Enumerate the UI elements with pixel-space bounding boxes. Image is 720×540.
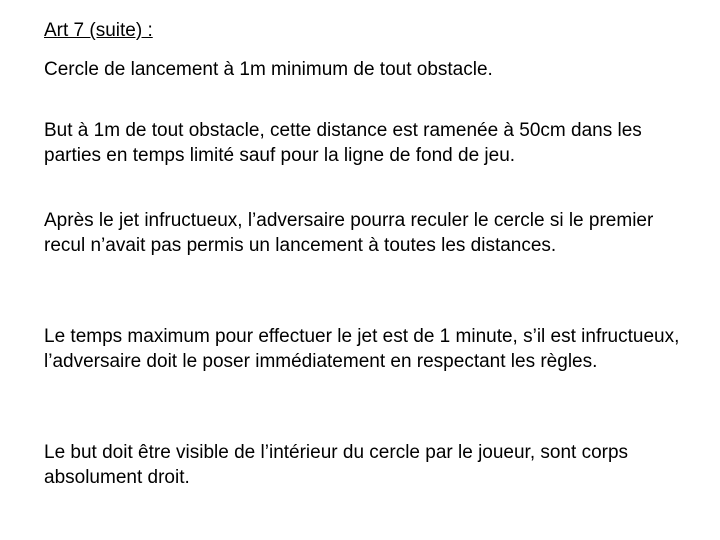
slide-title: Art 7 (suite) : <box>44 20 153 41</box>
paragraph-jack-distance: But à 1m de tout obstacle, cette distance est ramenée à 50cm dans les parties en temps limité sauf pour la ligne de fond de jeu. <box>44 120 642 166</box>
slide-content <box>44 0 694 540</box>
paragraph-failed-throw: Après le jet infructueux, l’adversaire pourra reculer le cercle si le premier recul n’avait pas permis un lancement à toutes les distances. <box>44 210 654 256</box>
paragraph-circle-distance: Cercle de lancement à 1m minimum de tout obstacle. <box>44 59 493 80</box>
paragraph-time-limit: Le temps maximum pour effectuer le jet est de 1 minute, s’il est infructueux, l’adversaire doit le poser immédiatement en respectant les règles. <box>44 326 680 372</box>
paragraph-jack-visibility: Le but doit être visible de l’intérieur du cercle par le joueur, sont corps absolument droit. <box>44 442 629 488</box>
